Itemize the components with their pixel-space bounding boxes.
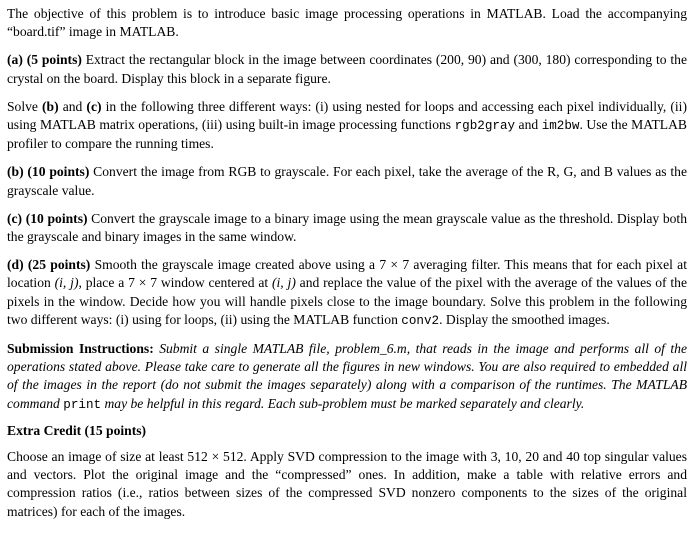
part-c-label: (c) (10 points) (7, 210, 88, 226)
part-d-paragraph (7, 256, 687, 330)
part-d-text-2: , place a 7 × 7 window centered at (78, 275, 272, 291)
extra-credit-heading-paragraph (7, 422, 687, 440)
submission-label: Submission Instructions: (7, 341, 154, 357)
extra-credit-text: Choose an image of size at least 512 × 512. Apply SVD compression to the image with 3, 10, 20 and 40 top singular values and vectors. Plot the original image and the “compressed” ones. In addition, make a table with relative errors and compression ratios (i.e., ratios between sizes of the compressed SVD nonzero components to the sizes of the original matrices) for each of the images. (7, 449, 687, 519)
part-d-label: (d) (25 points) (7, 257, 91, 273)
solve-note-text-1: Solve (7, 98, 43, 114)
submission-paragraph (7, 340, 687, 414)
intro-text: The objective of this problem is to introduce basic image processing operations in MATLAB. Load the accompanying “board.tif” image in MATLAB. (7, 6, 687, 40)
problem-document (7, 5, 687, 521)
function-conv2: conv2 (401, 313, 440, 328)
function-im2bw: im2bw (541, 119, 580, 134)
part-c-text: Convert the grayscale image to a binary image using the mean grayscale value as the threshold. Display both the grayscale and binary images in the same window. (7, 210, 687, 245)
part-d-text-3: and replace the value of the pixel with the average of the values of the pixels in the window. Decide how you will handle pixels close to the image boundary. Solve this problem in the following two different ways: (i) using for loops, (ii) using the MATLAB function (7, 275, 687, 327)
part-a-text: Extract the rectangular block in the image between coordinates (200, 90) and (300, 180) corresponding to the crystal on the board. Display this block in a separate figure. (7, 52, 687, 86)
solve-note-text-3: in the following three different ways: (i) using nested for loops and accessing each pixel individually, (ii) using MATLAB matrix operations, (iii) using built-in image processing functions (7, 98, 687, 133)
part-d-text-1: Smooth the grayscale image created above using a 7 × 7 averaging filter. This means that for each pixel at location (7, 257, 687, 291)
intro-paragraph (7, 5, 687, 41)
solve-note-b-ref: (b) (42, 98, 59, 114)
solve-note-c-ref: (c) (86, 98, 102, 114)
extra-credit-paragraph (7, 448, 687, 521)
part-a-paragraph (7, 51, 687, 87)
part-b-text: Convert the image from RGB to grayscale. For each pixel, take the average of the R, G, and B values as the grayscale value. (7, 164, 687, 198)
part-b-label: (b) (10 points) (7, 164, 90, 180)
function-print: print (63, 397, 102, 412)
submission-text-1: Submit a single MATLAB file, problem_6.m, that reads in the image and performs all of the operations stated above. Please take care to generate all the figures in new windows. You are also required to embedded all of the images in the report (do not submit the images separately) along with a comparison of the runtimes. The MATLAB command (7, 341, 687, 411)
part-d-text-4: . Display the smoothed images. (439, 311, 610, 327)
solve-note-text-4: and (515, 117, 542, 133)
part-a-label: (a) (5 points) (7, 52, 82, 68)
part-b-paragraph (7, 163, 687, 199)
part-d-math-2: (i, j) (272, 275, 296, 291)
extra-credit-heading: Extra Credit (15 points) (7, 422, 147, 438)
part-c-paragraph (7, 210, 687, 246)
solve-note-text-5: . Use the MATLAB profiler to compare the running times. (7, 117, 687, 152)
part-d-math-1: (i, j) (54, 275, 79, 291)
submission-text-2: may be helpful in this regard. Each sub-problem must be marked separately and clearly. (101, 395, 585, 411)
solve-note-paragraph (7, 98, 687, 154)
function-rgb2gray: rgb2gray (454, 119, 516, 134)
solve-note-text-2: and (58, 98, 87, 114)
